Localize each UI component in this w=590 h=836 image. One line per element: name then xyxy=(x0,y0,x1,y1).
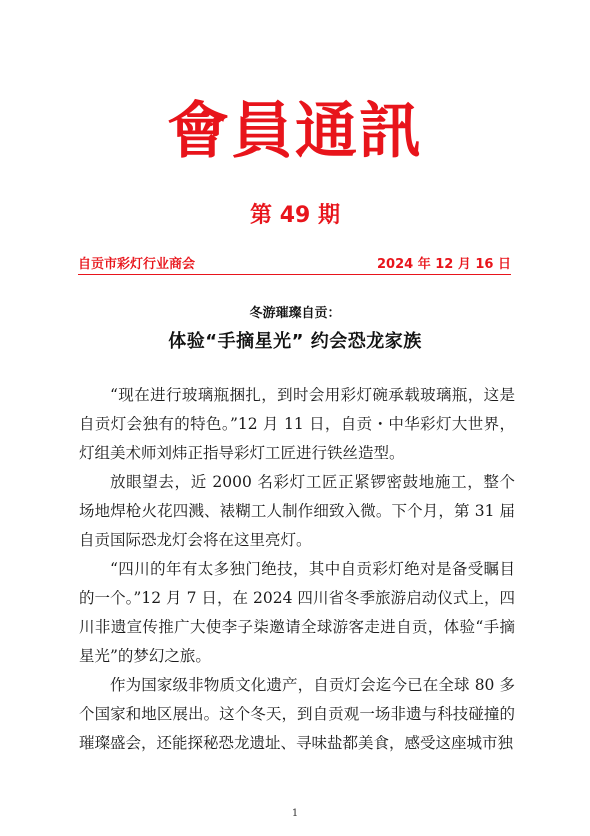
paragraph: 作为国家级非物质文化遗产，自贡灯会迄今已在全球 80 多个国家和地区展出。这个冬天，到自贡观一场非遗与科技碰撞的璀璨盛会，还能探秘恐龙遗址、寻味盐都美食，感受这座城市独 xyxy=(79,676,515,752)
masthead-title: 會員通訊 xyxy=(166,94,423,167)
paragraph: “现在进行玻璃瓶捆扎，到时会用彩灯碗承载玻璃瓶，这是自贡灯会独有的特色。”12 月 11 日，自贡・中华彩灯大世界，灯组美术师刘炜正指导彩灯工匠进行铁丝造型。 xyxy=(79,386,515,462)
masthead xyxy=(0,94,590,167)
article-headline: 体验“手摘星光” 约会恐龙家族 xyxy=(168,331,422,352)
header-rule-line xyxy=(78,253,511,275)
page-number: 1 xyxy=(291,808,299,819)
issue-number: 第 49 期 xyxy=(250,203,340,228)
article-kicker: 冬游璀璨自贡： xyxy=(249,306,341,321)
article-body xyxy=(79,381,515,758)
paragraph: “四川的年有太多独门绝技，其中自贡彩灯绝对是备受瞩目的一个。”12 月 7 日，在 2024 四川省冬季旅游启动仪式上，四川非遗宣传推广大使李子柒邀请全球游客走进自贡，体验“手摘星光”的梦幻之旅。 xyxy=(79,560,515,665)
paragraph: 放眼望去，近 2000 名彩灯工匠正紧锣密鼓地施工，整个场地焊枪火花四溅、裱糊工人制作细致入微。下个月，第 31 届自贡国际恐龙灯会将在这里亮灯。 xyxy=(79,473,515,549)
organization-name: 自贡市彩灯行业商会 xyxy=(78,257,196,272)
issue-date: 2024 年 12 月 16 日 xyxy=(377,257,511,272)
